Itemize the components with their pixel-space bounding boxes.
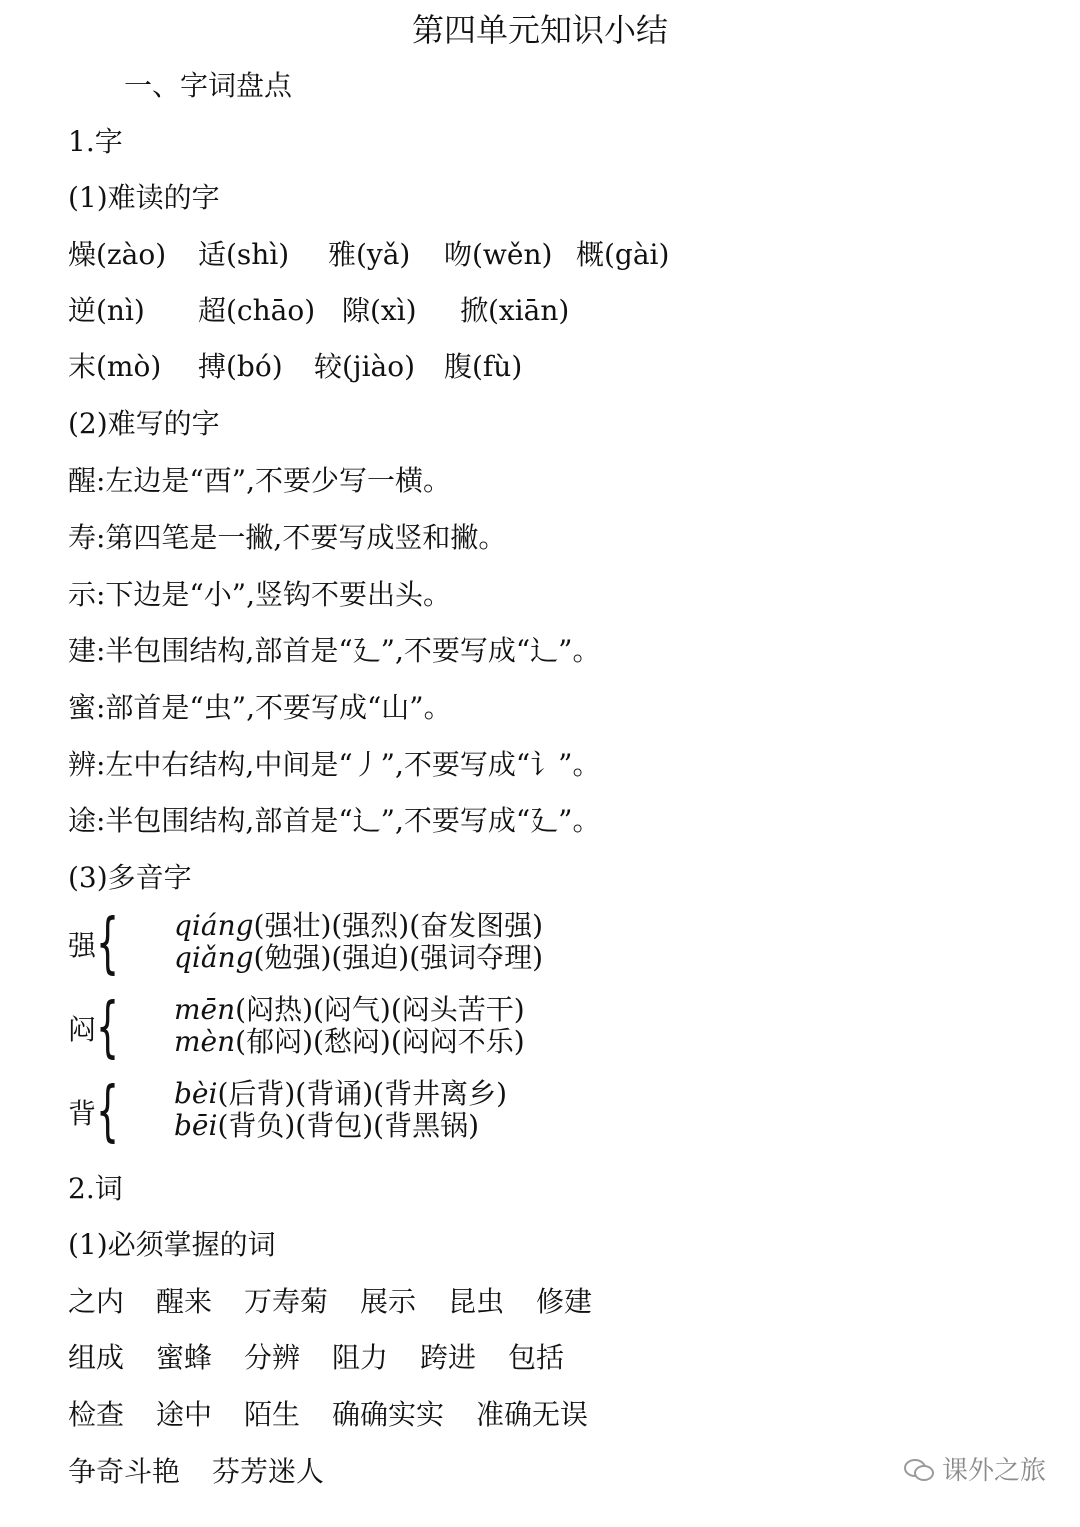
polyphone-reading-2: bēi(背负)(背包)(背黑锅) [174, 1109, 479, 1142]
hard-write-item: 辨:左中右结构,中间是“丿”,不要写成“讠”。 [68, 748, 601, 781]
word-item: 包括 [508, 1341, 565, 1374]
polyphone-reading-2: qiǎng(勉强)(强迫)(强词夺理) [174, 941, 544, 974]
hard-write-item: 蜜:部首是“虫”,不要写成“山”。 [68, 691, 452, 724]
char-item: 概(gài) [576, 238, 670, 271]
hard-write-item: 途:半包围结构,部首是“辶”,不要写成“廴”。 [68, 804, 601, 837]
char-item: 较(jiào) [314, 350, 416, 383]
word-item: 确确实实 [332, 1398, 445, 1431]
word-item: 争奇斗艳 [68, 1455, 181, 1488]
brace-icon: { [96, 988, 120, 1065]
word-item: 检查 [68, 1398, 125, 1431]
hard-read-heading: (1)难读的字 [68, 181, 220, 214]
brace-icon: { [96, 904, 120, 981]
word-item: 途中 [156, 1398, 213, 1431]
polyphone-reading-1: bèi(后背)(背诵)(背井离乡) [174, 1077, 507, 1110]
word-item: 陌生 [244, 1398, 301, 1431]
char-item: 掀(xiān) [460, 294, 570, 327]
words-heading: 2.词 [68, 1172, 123, 1205]
hard-read-row [68, 293, 569, 329]
polyphone-heading: (3)多音字 [68, 861, 192, 894]
section-heading: 一、字词盘点 [124, 69, 293, 102]
polyphone-reading-1: qiáng(强壮)(强烈)(奋发图强) [174, 909, 544, 942]
word-item: 分辨 [244, 1341, 301, 1374]
page-title: 第四单元知识小结 [411, 11, 668, 49]
word-row [68, 1284, 592, 1320]
polyphone-char: 闷 [68, 1013, 97, 1046]
char-item: 腹(fù) [444, 350, 523, 383]
hard-write-item: 建:半包围结构,部首是“廴”,不要写成“辶”。 [68, 634, 601, 667]
word-item: 修建 [536, 1285, 593, 1318]
word-item: 跨进 [420, 1341, 477, 1374]
brace-icon: { [96, 1072, 120, 1149]
hard-write-heading: (2)难写的字 [68, 407, 220, 440]
word-item: 展示 [360, 1285, 417, 1318]
word-item: 醒来 [156, 1285, 213, 1318]
watermark [904, 1450, 1046, 1487]
char-item: 适(shì) [198, 238, 290, 271]
word-item: 昆虫 [448, 1285, 505, 1318]
word-row [68, 1340, 564, 1376]
wechat-icon [904, 1457, 934, 1481]
polyphone-reading-1: mēn(闷热)(闷气)(闷头苦干) [174, 993, 525, 1026]
hard-write-item: 寿:第四笔是一撇,不要写成竖和撇。 [68, 521, 507, 554]
char-item: 燥(zào) [68, 238, 167, 271]
char-item: 逆(nì) [68, 294, 145, 327]
word-item: 芬芳迷人 [212, 1455, 325, 1488]
polyphone-reading-2: mèn(郁闷)(愁闷)(闷闷不乐) [174, 1025, 525, 1058]
chars-heading: 1.字 [68, 125, 123, 158]
hard-read-row [68, 349, 522, 385]
word-item: 蜜蜂 [156, 1341, 213, 1374]
word-item: 准确无误 [476, 1398, 589, 1431]
char-item: 超(chāo) [198, 294, 316, 327]
char-item: 雅(yǎ) [328, 238, 411, 271]
polyphone-char: 强 [68, 929, 97, 962]
char-item: 搏(bó) [198, 350, 283, 383]
word-item: 组成 [68, 1341, 125, 1374]
must-words-heading: (1)必须掌握的词 [68, 1228, 276, 1261]
char-item: 末(mò) [68, 350, 162, 383]
watermark-text: 课外之旅 [941, 1456, 1046, 1486]
word-item: 阻力 [332, 1341, 389, 1374]
hard-write-item: 醒:左边是“酉”,不要少写一横。 [68, 464, 451, 497]
word-row [68, 1397, 588, 1433]
word-item: 万寿菊 [244, 1285, 329, 1318]
word-item: 之内 [68, 1285, 125, 1318]
hard-read-row [68, 237, 669, 273]
char-item: 隙(xì) [342, 294, 417, 327]
word-row [68, 1454, 324, 1490]
polyphone-char: 背 [68, 1097, 97, 1130]
hard-write-item: 示:下边是“小”,竖钩不要出头。 [68, 578, 451, 611]
char-item: 吻(wěn) [444, 238, 553, 271]
